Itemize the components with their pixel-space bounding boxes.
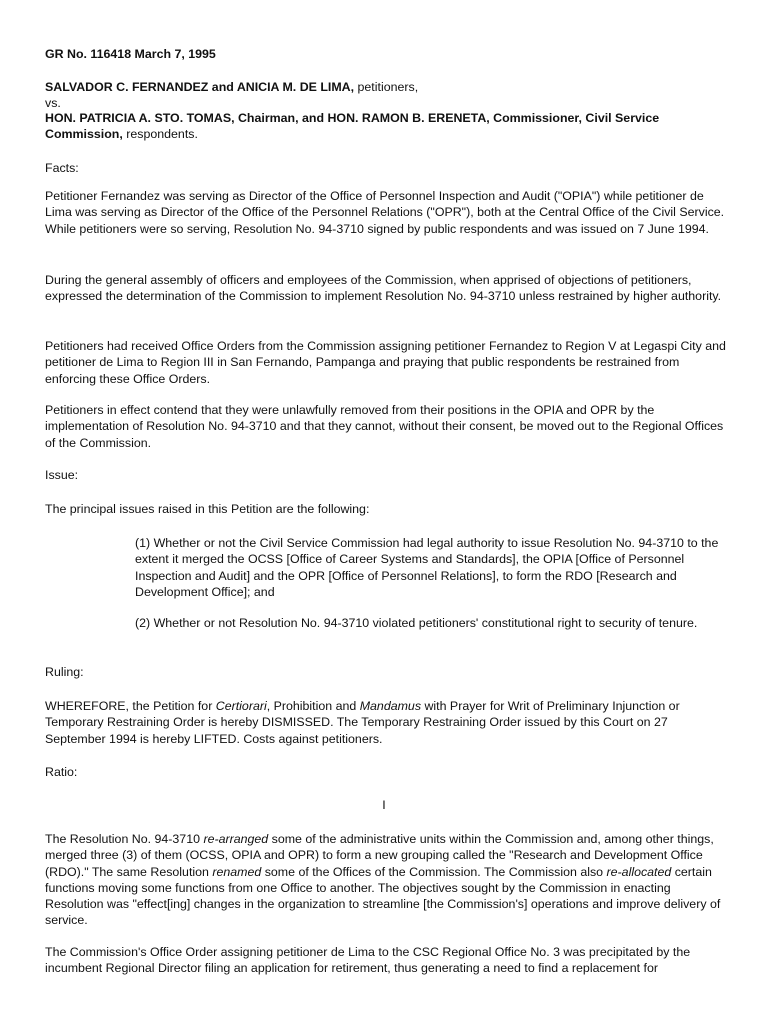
- respondents-line: [45, 110, 727, 143]
- issue-item-1: (1) Whether or not the Civil Service Commission had legal authority to issue Resolution No. 94-3710 to the extent it merged the OCSS [Office of Career Systems and Standards], the OPIA [Office of Personnel Inspection and Audit] and the OPR [Office of Personnel Relations], to form the RDO [Research and Development Office]; and: [135, 536, 719, 599]
- ruling-paragraph: WHEREFORE, the Petition for Certiorari, Prohibition and Mandamus with Prayer for Writ of Preliminary Injunction or Temporary Restraining Order is hereby DISMISSED. The Temporary Restraining Order issued by this Court on 27 September 1994 is hereby LIFTED. Costs against petitioners.: [45, 699, 680, 746]
- facts-paragraph-2: During the general assembly of officers and employees of the Commission, when apprised of objections of petitioners, expressed the determination of the Commission to implement Resolution No. 94-3710 unless restrained by higher authority.: [45, 273, 722, 304]
- issue-intro: The principal issues raised in this Petition are the following:: [45, 502, 370, 516]
- ratio-section-marker: I: [382, 798, 386, 812]
- facts-paragraph-4: Petitioners in effect contend that they were unlawfully removed from their positions in the OPIA and OPR by the implementation of Resolution No. 94-3710 and that they cannot, without their consent, be moved out to the Regional Offices of the Commission.: [45, 403, 724, 450]
- facts-paragraph-3: Petitioners had received Office Orders from the Commission assigning petitioner Fernandez to Region V at Legaspi City and petitioner de Lima to Region III in San Fernando, Pampanga and praying that public respondents be restrained from enforcing these Office Orders.: [45, 339, 726, 386]
- respondents-names: HON. PATRICIA A. STO. TOMAS, Chairman, and HON. RAMON B. ERENETA, Commissioner, Civil Service Commission,: [45, 111, 660, 142]
- petitioners-names: SALVADOR C. FERNANDEZ and ANICIA M. DE LIMA,: [45, 80, 355, 94]
- facts-paragraph-1: Petitioner Fernandez was serving as Director of the Office of Personnel Inspection and Audit ("OPIA") while petitioner de Lima was serving as Director of the Office of the Personnel Relations ("OPR"), both at the Central Office of the Civil Service. While petitioners were so serving, Resolution No. 94-3710 signed by public respondents and was issued on 7 June 1994.: [45, 189, 725, 236]
- issue-heading: Issue:: [45, 468, 79, 482]
- facts-heading: Facts:: [45, 161, 79, 175]
- versus: vs.: [45, 96, 61, 110]
- ruling-heading: Ruling:: [45, 665, 84, 679]
- ratio-paragraph-2: The Commission's Office Order assigning petitioner de Lima to the CSC Regional Office No. 3 was precipitated by the incumbent Regional Director filing an application for retirement, thus generating a need to find a replacement for: [45, 945, 691, 976]
- case-title: GR No. 116418 March 7, 1995: [45, 47, 216, 61]
- petitioners-line: [45, 79, 727, 95]
- ratio-heading: Ratio:: [45, 765, 78, 779]
- respondents-role: respondents.: [122, 127, 198, 142]
- petitioners-role: petitioners,: [354, 80, 419, 94]
- ratio-paragraph-1: The Resolution No. 94-3710 re-arranged some of the administrative units within the Commission and, among other things, merged three (3) of them (OCSS, OPIA and OPR) to form a new grouping called the "Research and Development Office (RDO)." The same Resolution renamed some of the Offices of the Commission. The Commission also re-allocated certain functions moving some functions from one Office to another. The objectives sought by the Commission in enacting Resolution was "effect[ing] changes in the organization to streamline [the Commission's] operations and improve delivery of service.: [45, 832, 721, 928]
- issue-item-2: (2) Whether or not Resolution No. 94-3710 violated petitioners' constitutional right to security of tenure.: [135, 616, 698, 630]
